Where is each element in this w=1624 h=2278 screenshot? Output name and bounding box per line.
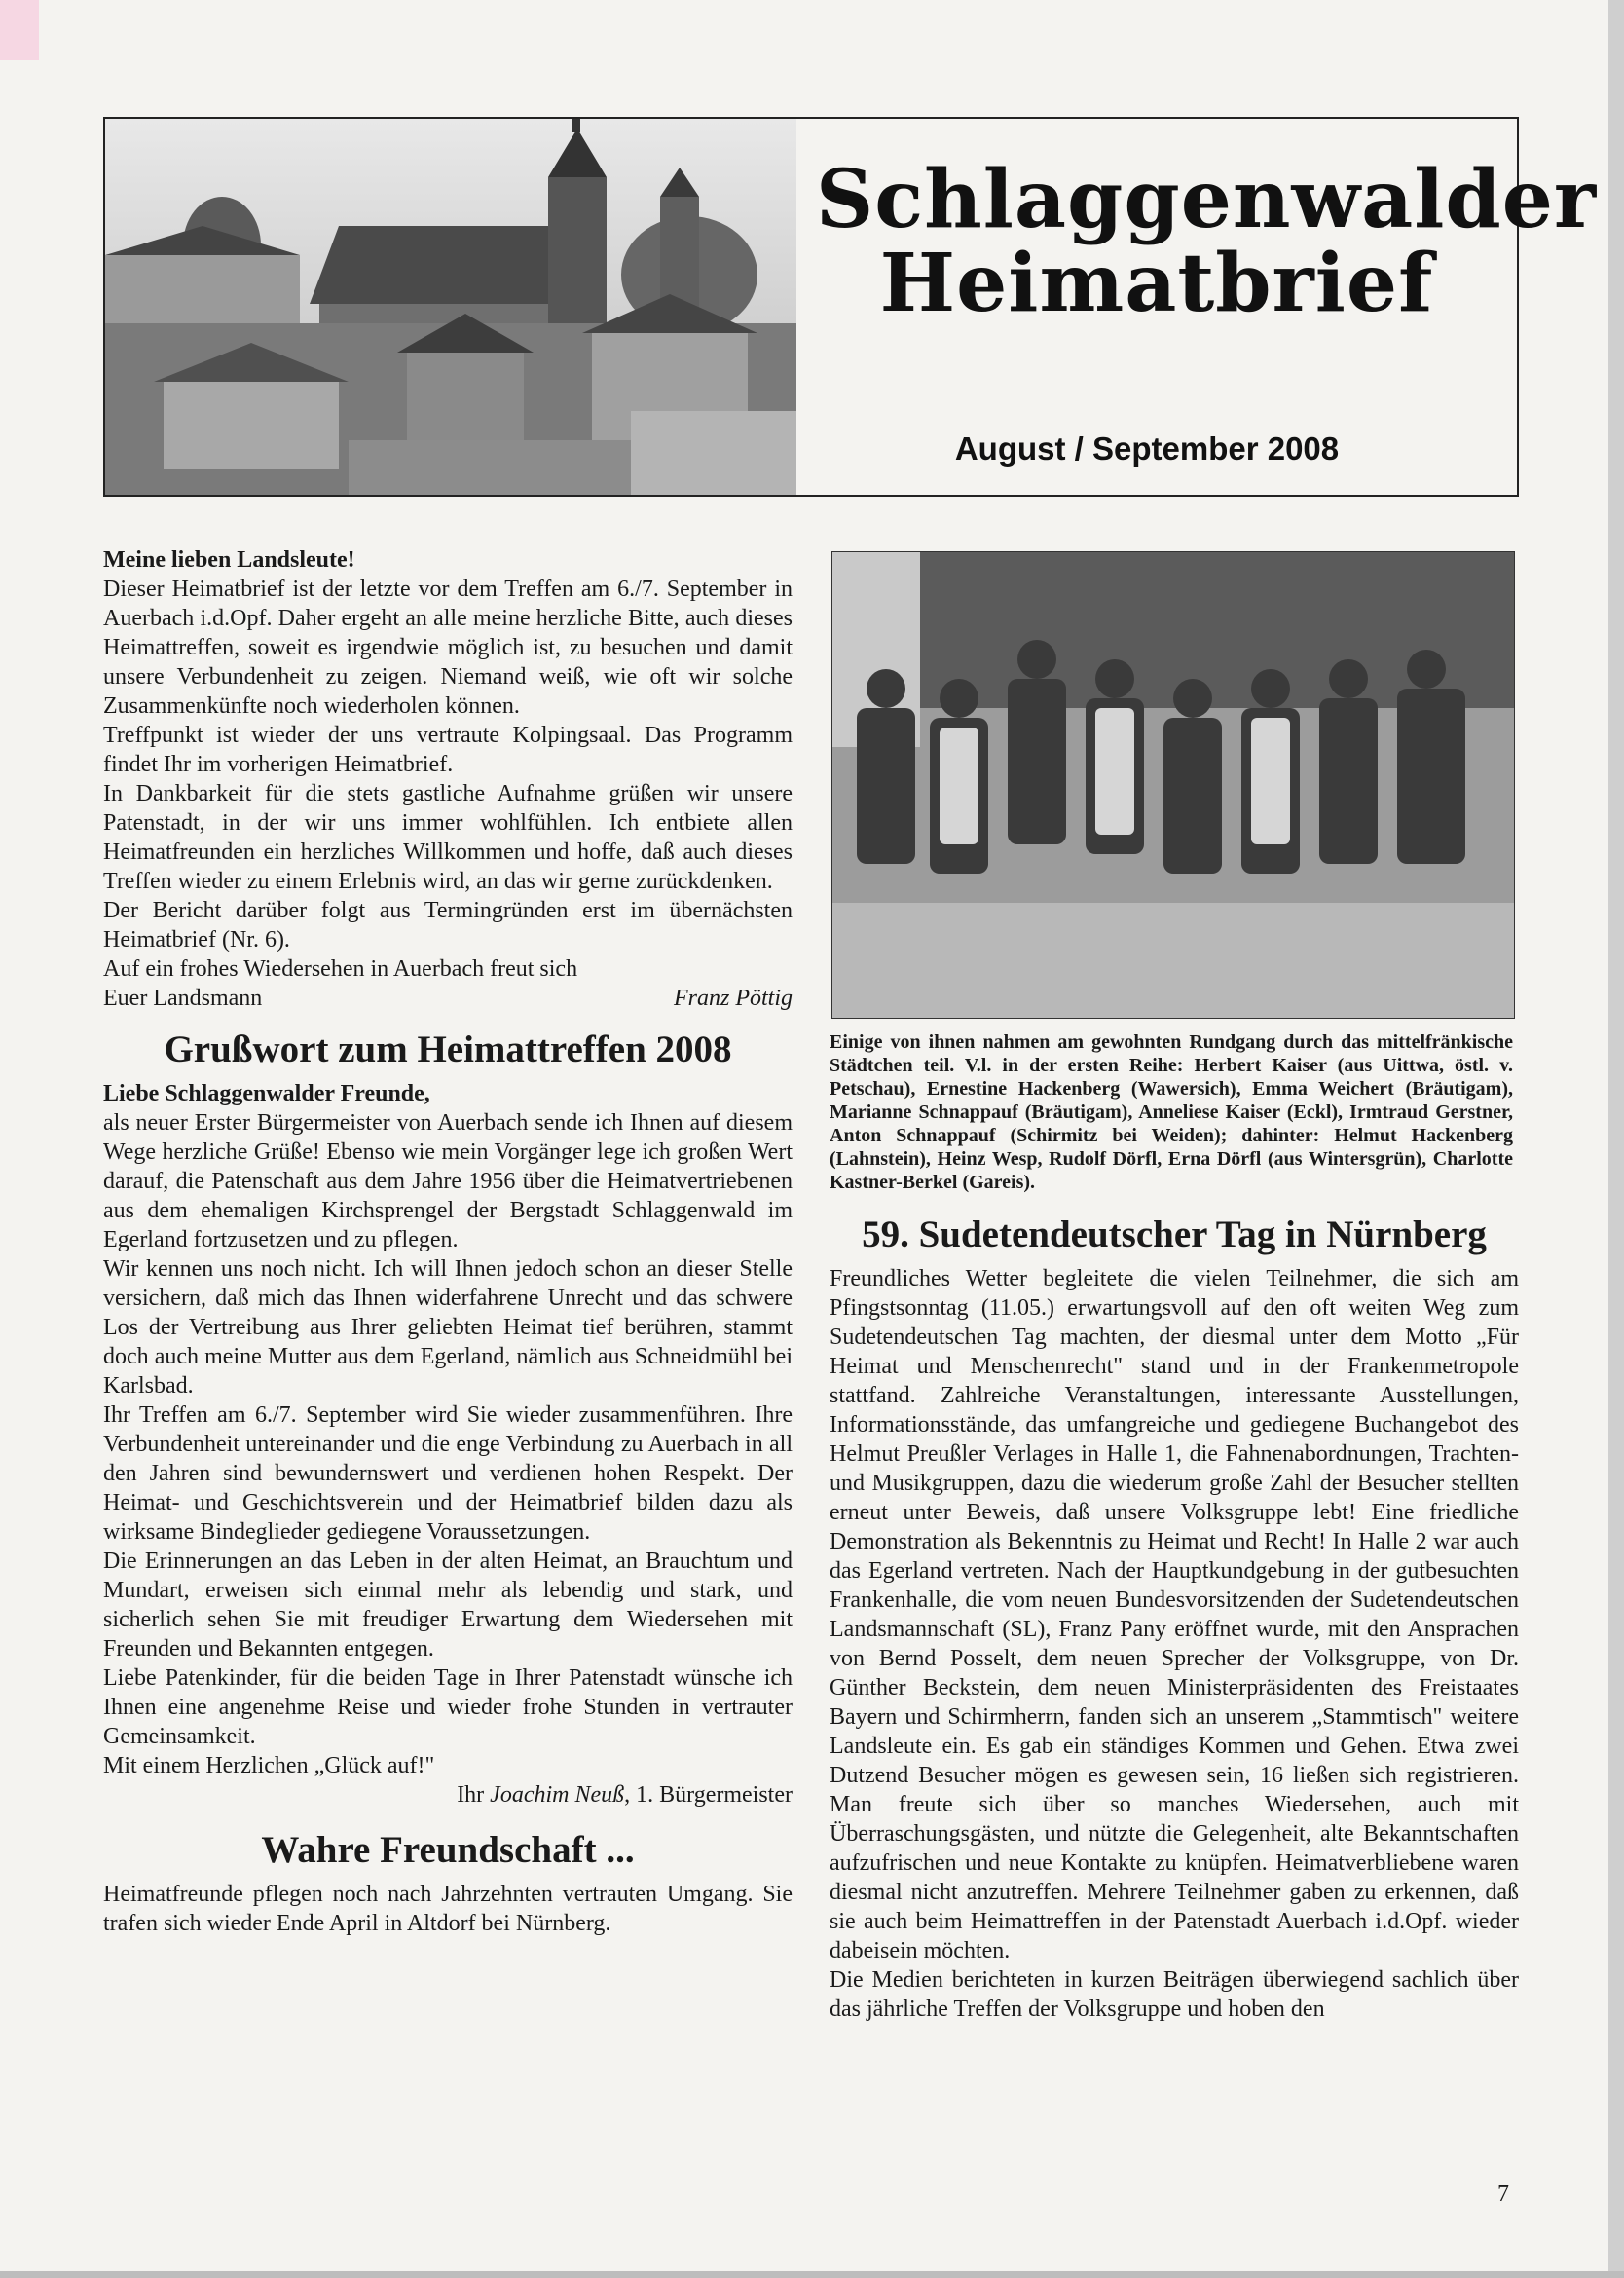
issue-date: August / September 2008 bbox=[954, 430, 1340, 467]
grusswort-sign-title: , 1. Bürgermeister bbox=[624, 1782, 793, 1808]
grusswort-paragraph: Ihr Treffen am 6./7. September wird Sie wieder zusammenführen. Ihre Verbundenheit untereinander und die enge Verbindung zu Auerbach in all den Jahren sind bewundernswert und verdienen hohen Respekt. Der Heimat- und Geschichtsverein und der Heimatbrief bilden dazu als wirksame Bindeglieder gediegene Voraussetzungen. bbox=[103, 1402, 793, 1545]
page-number: 7 bbox=[1497, 2182, 1509, 2207]
letter-signature bbox=[103, 984, 793, 1013]
letter-closing: Euer Landsmann bbox=[103, 986, 263, 1011]
grusswort-sign-prefix: Ihr bbox=[457, 1782, 485, 1808]
letter-paragraph: Auf ein frohes Wiedersehen in Auerbach freut sich bbox=[103, 956, 578, 982]
grusswort-salutation: Liebe Schlaggenwalder Freunde, bbox=[103, 1081, 430, 1106]
group-photo bbox=[831, 551, 1515, 1019]
grusswort-signature bbox=[103, 1780, 793, 1810]
scan-edge-right bbox=[1608, 0, 1624, 2278]
masthead-title bbox=[816, 153, 1598, 331]
grusswort-sign-name: Joachim Neuß bbox=[490, 1782, 625, 1808]
masthead-title-line1: Schlaggenwalder bbox=[816, 153, 1598, 246]
sudetentag-paragraph: Freundliches Wetter begleitete die vielen Teilnehmer, die sich am Pfingstsonntag (11.05.) erwartungsvoll auf den oft weiten Weg zum Sudetendeutschen Tag machten, der diesmal unter dem Motto „Für Heimat und Menschenrecht" stand und in der Frankenmetropole stattfand. Zahlreiche Veranstaltungen, interessante Ausstellungen, Informationsstände, das umfangreiche und gediegene Buchangebot des Helmut Preußler Verlages in Halle 1, die Fahnenabordnungen, Trachten- und Musikgruppen, dazu die wiederum große Zahl der Besucher stellten erneut unter Beweis, daß unsere Volksgruppe lebt! Eine friedliche Demonstration als Bekenntnis zu Heimat und Recht! In Halle 2 war auch das Egerland vertreten. Nach der Hauptkundgebung in der gutbesuchten Frankenhalle, die vom neuen Bundesvorsitzenden der Sudetendeutschen Landsmannschaft (SL), Franz Pany eröffnet wurde, mit den Ansprachen von Bernd Posselt, dem neuen Sprecher der Volksgruppe, von Dr. Günther Beckstein, dem neuen Ministerpräsidenten des Freistaates Bayern und Schirmherrn, fanden sich an unserem „Stammtisch" weitere Landsleute ein. Es gab ein ständiges Kommen und Gehen. Etwa zwei Dutzend Besucher mögen es gewesen sein, 16 ließen sich registrieren. Man freute sich über so manches Wiedersehen, auch mit Überraschungsgästen, und nützte die Gelegenheit, alte Bekanntschaften aufzufrischen und neue Kontakte zu knüpfen. Heimatverbliebene waren diesmal nicht anzutreffen. Mehrere Teilnehmer gaben zu erkennen, daß sie auch beim Heimattreffen in der Patenstadt Auerbach i.d.Opf. wieder dabeisein möchten. bbox=[830, 1266, 1519, 1963]
grusswort-paragraph: Liebe Patenkinder, für die beiden Tage in Ihrer Patenstadt wünsche ich Ihnen eine angenehme Reise und wieder frohe Stunden in vertrauter Gemeinsamkeit. bbox=[103, 1665, 793, 1749]
letter-paragraph: Dieser Heimatbrief ist der letzte vor dem Treffen am 6./7. September in Auerbach i.d.Opf. Daher ergeht an alle meine herzliche Bitte, auch dieses Heimattreffen, soweit es irgendwie möglich ist, zu besuchen und damit unsere Verbundenheit zu zeigen. Niemand weiß, wie oft wir solche Zusammenkünfte noch wiederholen können. bbox=[103, 577, 793, 719]
letter-salutation: Meine lieben Landsleute! bbox=[103, 547, 355, 573]
letter-paragraph: Der Bericht darüber folgt aus Termingründen erst im übernächsten Heimatbrief (Nr. 6). bbox=[103, 898, 793, 952]
scan-edge-bottom bbox=[0, 2271, 1624, 2278]
photo-caption: Einige von ihnen nahmen am gewohnten Rundgang durch das mittelfränkische Städtchen teil. V.l. in der ersten Reihe: Herbert Kaiser (aus Uittwa, östl. v. Petschau), Ernestine Hackenberg (Wawersich), Emma Weichert (Bräutigam), Marianne Schnappauf (Bräutigam), Anneliese Kaiser (Eckl), Irmtraud Gerstner, Anton Schnappauf (Schirmitz bei Weiden); dahinter: Helmut Hackenberg (Lahnstein), Heinz Wesp, Rudolf Dörfl, Erna Dörfl (aus Wintersgrün), Charlotte Kastner-Berkel (Gareis). bbox=[830, 1031, 1513, 1193]
grusswort-headline: Grußwort zum Heimattreffen 2008 bbox=[164, 1028, 732, 1070]
pink-mark bbox=[0, 0, 39, 60]
sudetentag-headline: 59. Sudetendeutscher Tag in Nürnberg bbox=[862, 1214, 1487, 1255]
grusswort-paragraph: Wir kennen uns noch nicht. Ich will Ihnen jedoch schon an dieser Stelle versichern, daß mich das Ihnen widerfahrene Unrecht und das schwere Los der Vertreibung aus Ihrer geliebten Heimat tief berühren, stammt doch auch meine Mutter aus dem Egerland, nämlich aus Schneidmühl bei Karlsbad. bbox=[103, 1256, 793, 1399]
freundschaft-headline: Wahre Freundschaft ... bbox=[261, 1829, 635, 1871]
letter-signature-name: Franz Pöttig bbox=[673, 986, 793, 1011]
sudetentag-paragraph: Die Medien berichteten in kurzen Beiträgen überwiegend sachlich über das jährliche Treffen der Volksgruppe und hoben den bbox=[830, 1967, 1519, 2022]
left-column bbox=[103, 545, 793, 1938]
masthead bbox=[103, 117, 1598, 497]
grusswort-paragraph: Mit einem Herzlichen „Glück auf!" bbox=[103, 1753, 435, 1778]
grusswort-paragraph: Die Erinnerungen an das Leben in der alten Heimat, an Brauchtum und Mundart, erweisen sich einmal mehr als lebendig und stark, und sicherlich sehen Sie mit freudiger Erwartung dem Wiedersehen mit Freunden und Bekannten entgegen. bbox=[103, 1549, 793, 1662]
freundschaft-paragraph: Heimatfreunde pflegen noch nach Jahrzehnten vertrauten Umgang. Sie trafen sich wieder Ende April in Altdorf bei Nürnberg. bbox=[103, 1882, 793, 1936]
masthead-title-line2: Heimatbrief bbox=[879, 237, 1434, 331]
letter-paragraph: Treffpunkt ist wieder der uns vertraute Kolpingsaal. Das Programm findet Ihr im vorherigen Heimatbrief. bbox=[103, 723, 793, 777]
right-column bbox=[830, 551, 1519, 2024]
letter-paragraph: In Dankbarkeit für die stets gastliche Aufnahme grüßen wir unsere Patenstadt, in der wir uns immer wohlfühlen. Ich entbiete allen Heimatfreunden ein herzliches Willkommen und hoffe, daß auch dieses Treffen wieder zu einem Erlebnis wird, an das wir gerne zurückdenken. bbox=[103, 781, 793, 894]
grusswort-paragraph: als neuer Erster Bürgermeister von Auerbach sende ich Ihnen auf diesem Wege herzliche Grüße! Ebenso wie mein Vorgänger lege ich großen Wert darauf, die Patenschaft aus dem Jahre 1956 über die Heimatvertriebenen aus dem ehemaligen Kirchsprengel der Bergstadt Schlaggenwald im Egerland fortzusetzen und zu pflegen. bbox=[103, 1110, 793, 1252]
town-photo bbox=[105, 119, 796, 495]
